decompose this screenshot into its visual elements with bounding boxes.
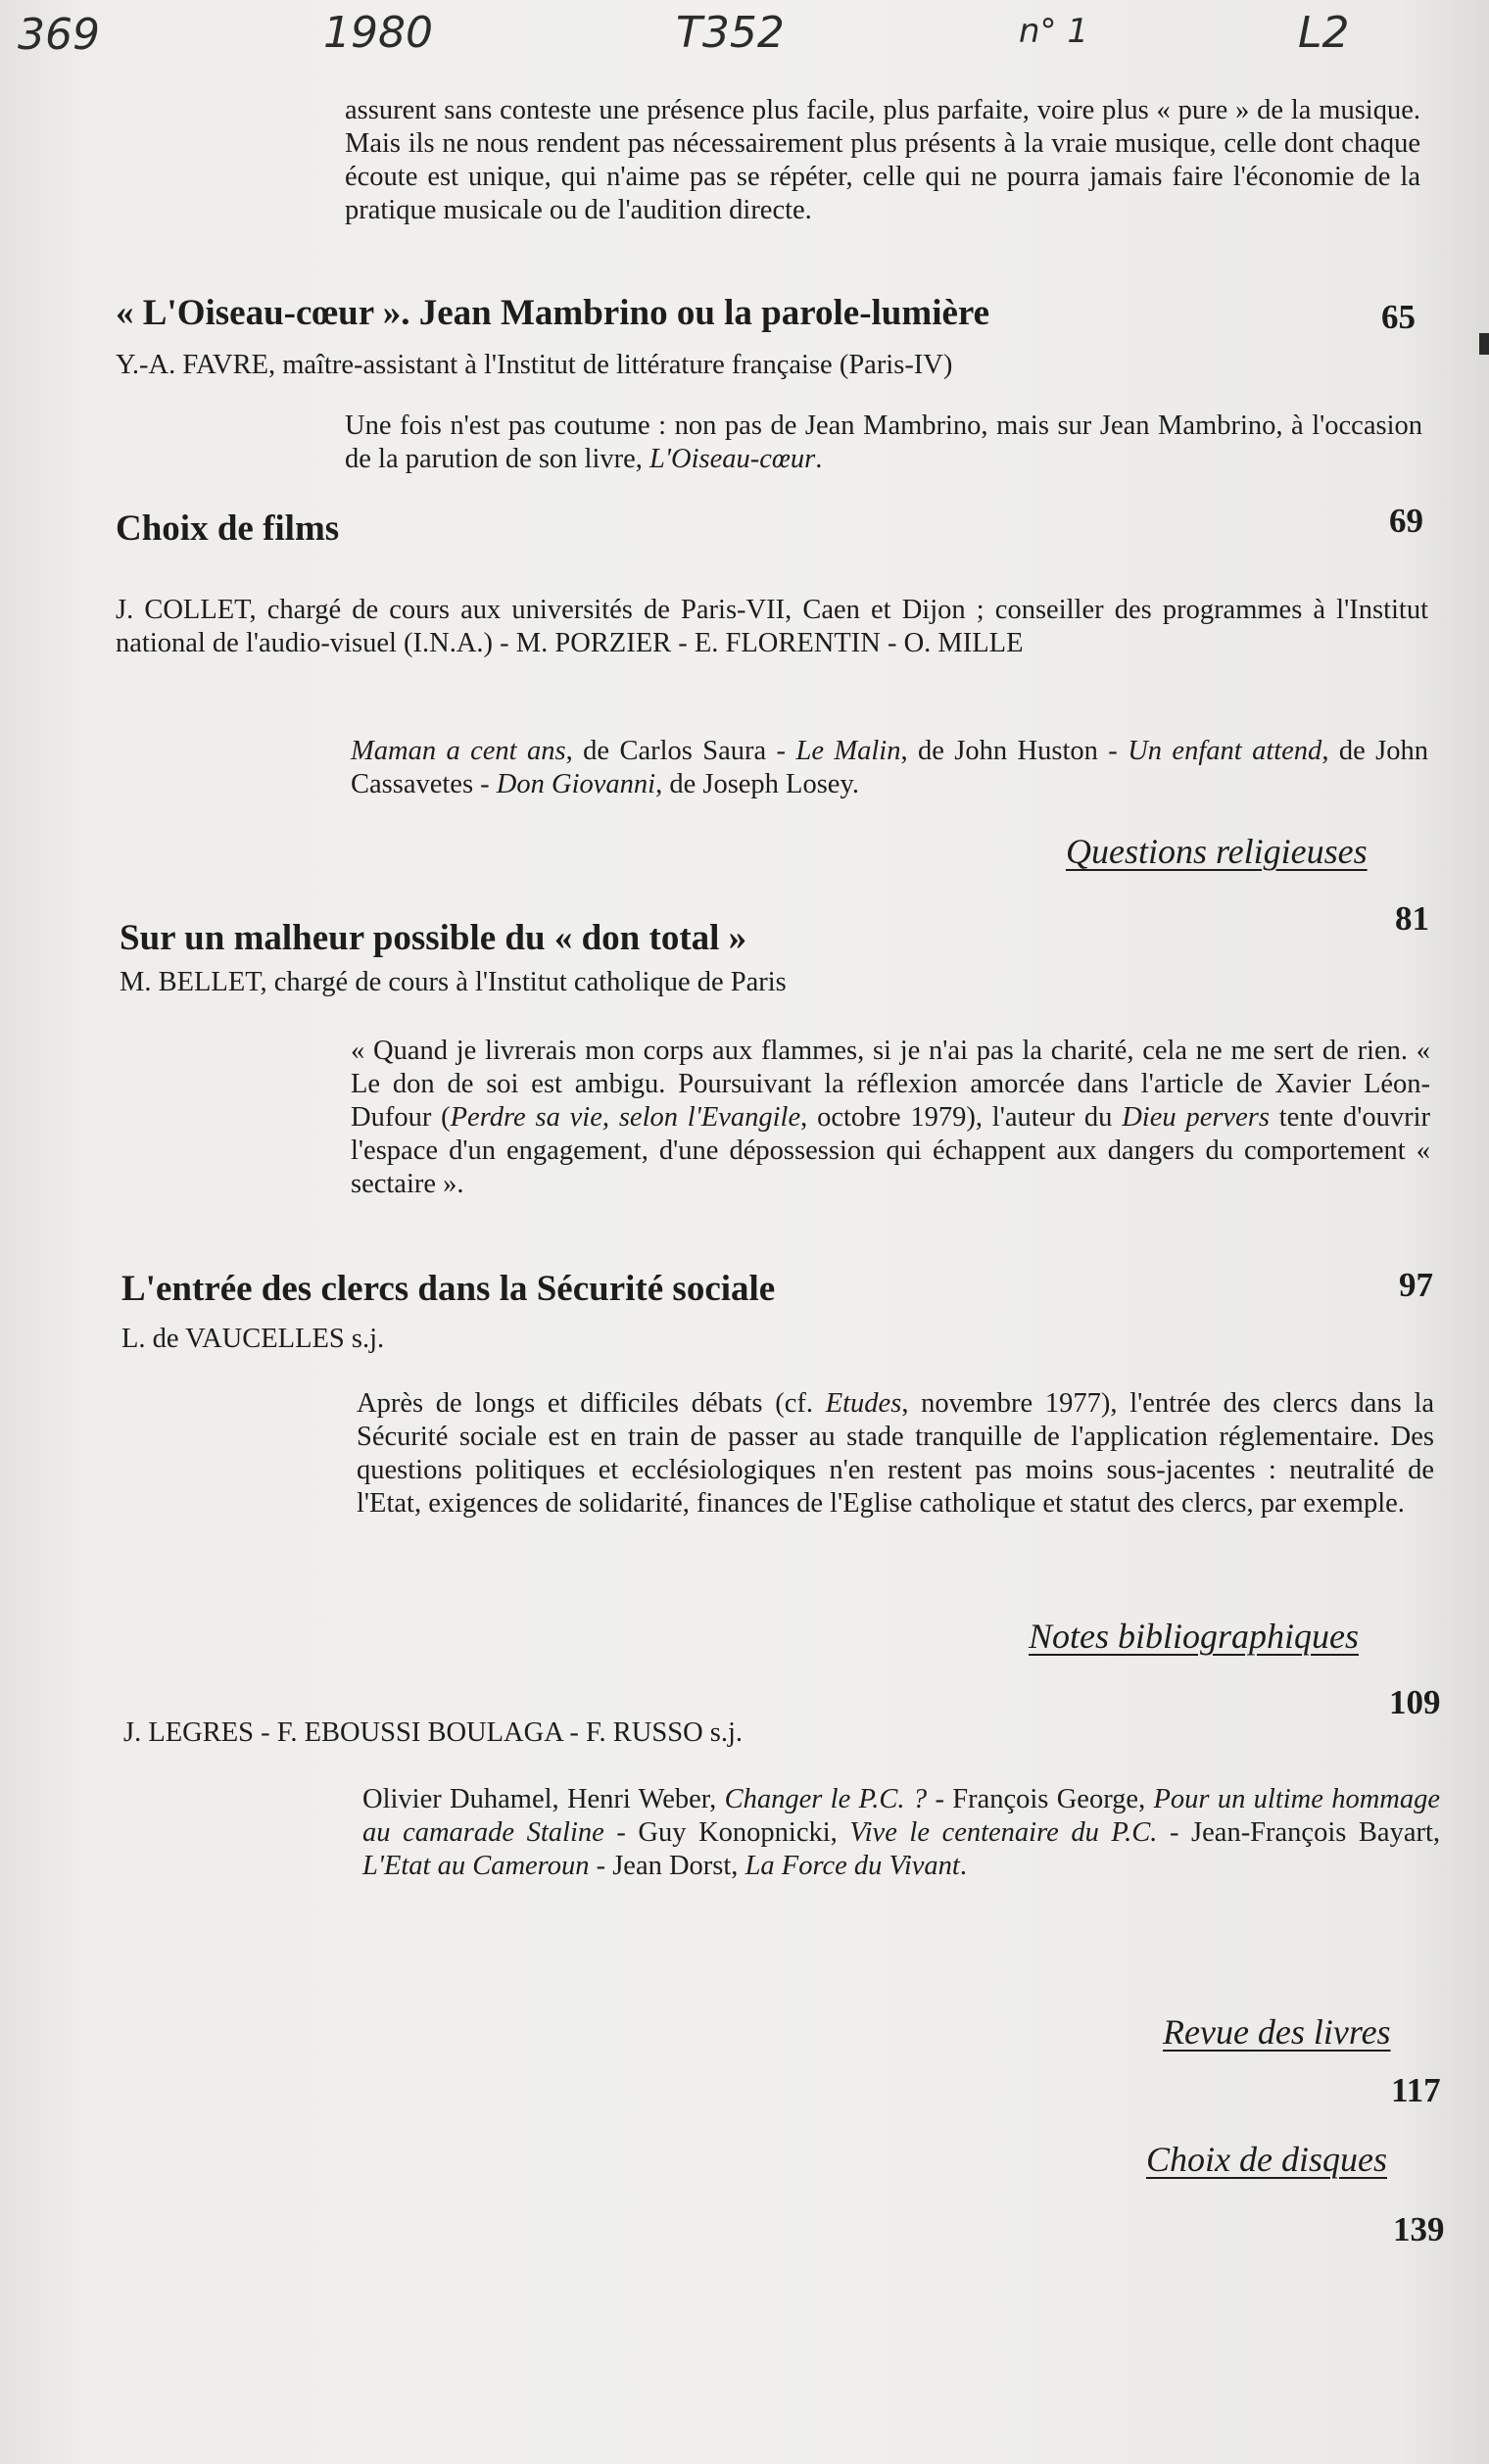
entry-author-clercs: L. de VAUCELLES s.j. [121, 1324, 385, 1354]
entry-page-clercs: 97 [1399, 1266, 1433, 1304]
handwritten-issue: n° 1 [1019, 12, 1088, 51]
entry-abstract-notes: Olivier Duhamel, Henri Weber, Changer le P.C. ? - François George, Pour un ultime hommage au camarade Staline - Guy Konopnicki, Vive le centenaire du P.C. - Jean-François Bayart, L'Etat au Cameroun - Jean Dorst, La Force du Vivant. [362, 1784, 1441, 1881]
entry-page-notes: 109 [1389, 1683, 1441, 1721]
intro-paragraph: assurent sans conteste une présence plus facile, plus parfaite, voire plus « pure » de la musique. Mais ils ne nous rendent pas nécessairement plus présents à la vraie musique, celle dont chaque écoute est unique, qui n'aime pas se répéter, celle qui ne pourra jamais faire l'économie de la pratique musicale ou de l'audition directe. [345, 95, 1420, 225]
entry-title-clercs: L'entrée des clercs dans la Sécurité sociale [121, 1269, 776, 1309]
entry-page-don: 81 [1395, 899, 1429, 938]
entry-author-don: M. BELLET, chargé de cours à l'Institut catholique de Paris [120, 967, 787, 997]
entry-abstract-don: « Quand je livrerais mon corps aux flammes, si je n'ai pas la charité, cela ne me sert de rien. « Le don de soi est ambigu. Poursuivant la réflexion amorcée dans l'article de Xavier Léon-Dufour (Perdre sa vie, selon l'Evangile, octobre 1979), l'auteur du Dieu pervers tente d'ouvrir l'espace d'un engagement, d'une dépossession qui échappent aux dangers du comportement « sectaire ». [351, 1036, 1430, 1199]
entry-abstract-clercs: Après de longs et difficiles débats (cf. Etudes, novembre 1977), l'entrée des clercs dans la Sécurité sociale est en train de passer au stade tranquille de l'application réglementaire. Des questions politiques et ecclésiologiques n'en restent pas moins sous-jacentes : neutralité de l'Etat, exigences de solidarité, finances de l'Eglise catholique et statut des clercs, par exemple. [357, 1388, 1435, 1519]
section-heading-notes: Notes bibliographiques [1029, 1617, 1360, 1656]
entry-author-oiseau: Y.-A. FAVRE, maître-assistant à l'Institut de littérature française (Paris-IV) [116, 350, 953, 380]
entry-page-oiseau: 65 [1381, 298, 1416, 336]
section-heading-religion: Questions religieuses [1066, 832, 1368, 871]
handwritten-code: T352 [676, 8, 785, 58]
section-page-disques: 139 [1393, 2210, 1445, 2248]
section-heading-livres: Revue des livres [1163, 2012, 1391, 2052]
entry-abstract-oiseau: Une fois n'est pas coutume : non pas de Jean Mambrino, mais sur Jean Mambrino, à l'occasion de la parution de son livre, L'Oiseau-cœur. [345, 411, 1422, 474]
entry-title-don: Sur un malheur possible du « don total » [120, 918, 747, 958]
handwritten-mark: L2 [1298, 8, 1350, 58]
entry-abstract-films: Maman a cent ans, de Carlos Saura - Le Malin, de John Huston - Un enfant attend, de John Cassavetes - Don Giovanni, de Joseph Losey. [351, 736, 1428, 799]
entry-author-notes: J. LEGRES - F. EBOUSSI BOULAGA - F. RUSSO s.j. [123, 1717, 744, 1748]
handwritten-year: 1980 [323, 8, 433, 58]
entry-title-oiseau: « L'Oiseau-cœur ». Jean Mambrino ou la parole-lumière [116, 293, 990, 333]
page-edge-mark [1479, 333, 1489, 355]
entry-title-films: Choix de films [116, 508, 340, 549]
handwritten-ref: 369 [18, 10, 100, 60]
section-page-livres: 117 [1391, 2071, 1441, 2109]
entry-author-films: J. COLLET, chargé de cours aux universités de Paris-VII, Caen et Dijon ; conseiller des programmes à l'Institut national de l'audio-visuel (I.N.A.) - M. PORZIER - E. FLORENTIN - O. MILLE [116, 595, 1428, 658]
section-heading-disques: Choix de disques [1146, 2140, 1387, 2179]
entry-page-films: 69 [1389, 502, 1423, 540]
